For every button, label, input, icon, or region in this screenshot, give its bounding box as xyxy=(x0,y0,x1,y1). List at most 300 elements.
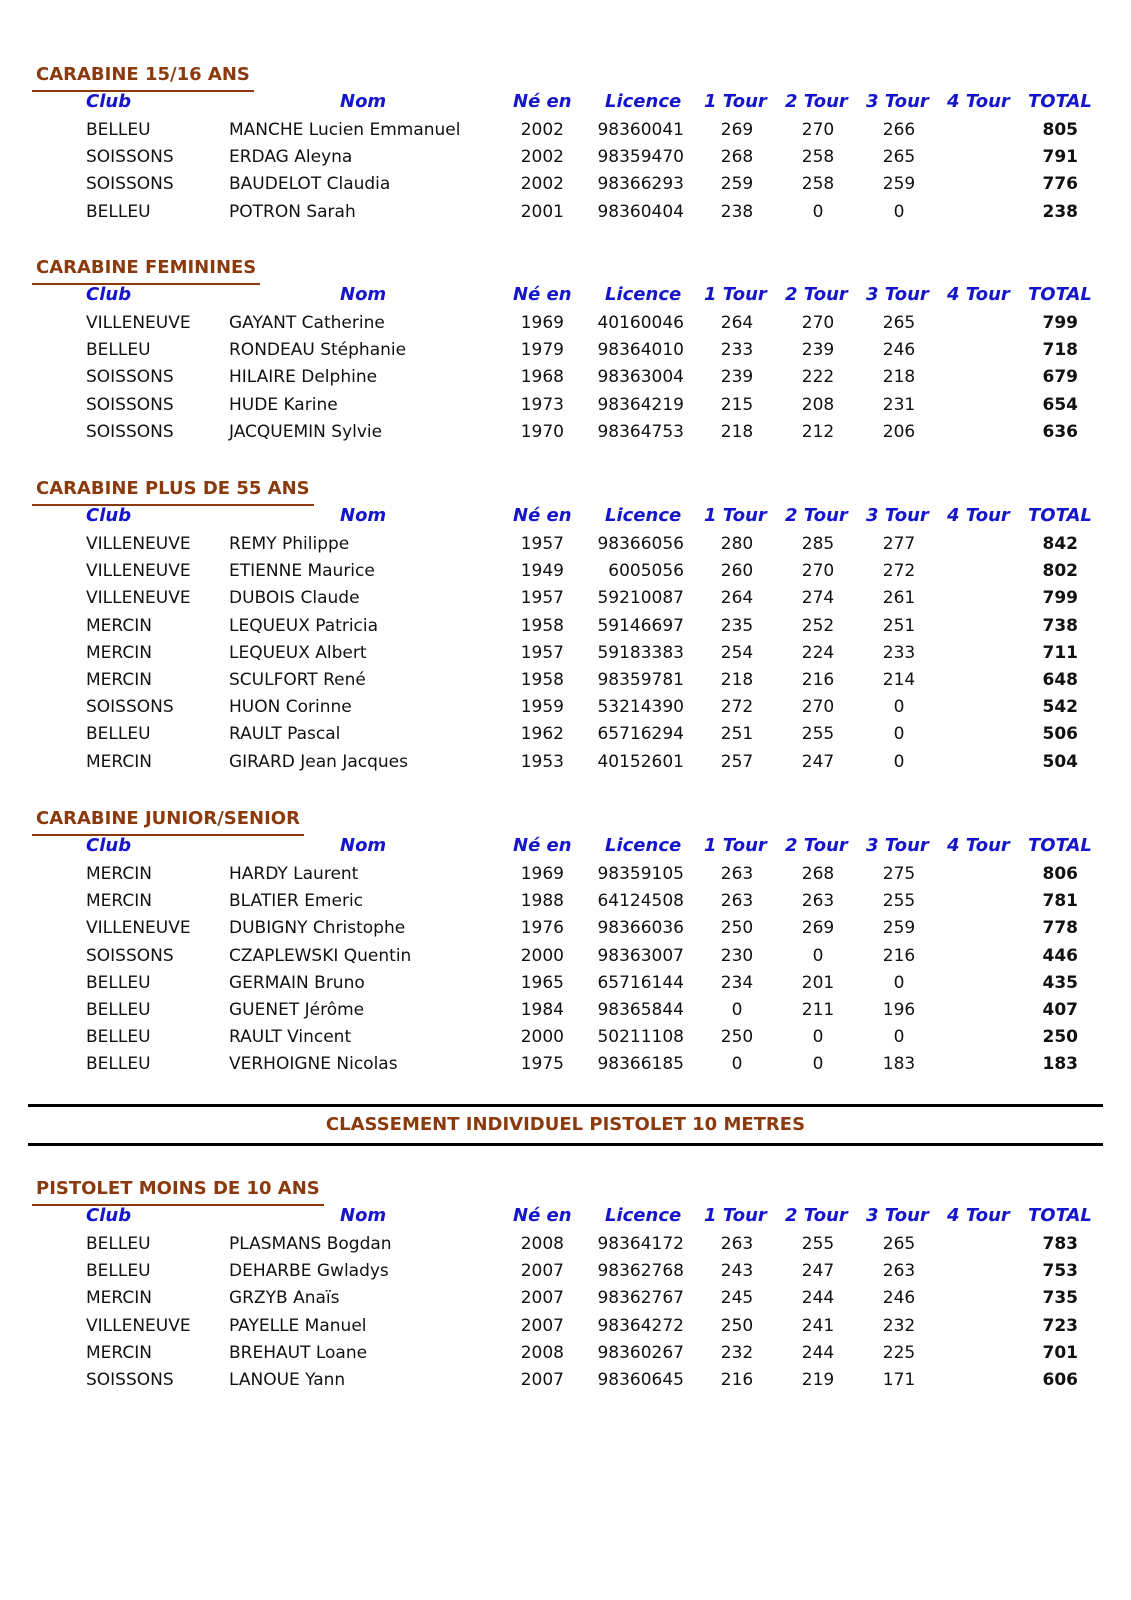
cell-ne: 2000 xyxy=(520,1027,564,1048)
cell-t1: 215 xyxy=(720,394,754,415)
cell-t3: 0 xyxy=(893,751,905,772)
cell-nom: GIRARD Jean Jacques xyxy=(229,751,408,772)
column-header-club: Club xyxy=(86,91,132,112)
cell-club: VILLENEUVE xyxy=(86,918,191,939)
cell-ne: 2008 xyxy=(520,1234,564,1254)
cell-total: 806 xyxy=(1042,864,1078,884)
cell-t1: 268 xyxy=(720,147,754,168)
column-header-ne-en: Né en xyxy=(513,1205,572,1226)
cell-club: BELLEU xyxy=(86,340,151,361)
cell-t3: 0 xyxy=(893,972,905,993)
cell-club: BELLEU xyxy=(86,1234,151,1254)
column-header-tour1: 1 Tour xyxy=(704,91,767,112)
cell-club: BELLEU xyxy=(86,1000,151,1020)
cell-t3: 206 xyxy=(882,421,916,442)
cell-club: MERCIN xyxy=(86,864,152,884)
table-row xyxy=(0,942,1131,970)
cell-t3: 171 xyxy=(882,1370,916,1390)
cell-total: 648 xyxy=(1042,670,1078,690)
table-row xyxy=(0,391,1131,419)
cell-t2: 241 xyxy=(801,1315,835,1336)
cell-nom: ETIENNE Maurice xyxy=(229,561,375,582)
table-row xyxy=(0,748,1131,776)
column-header-ne-en: Né en xyxy=(513,505,572,526)
column-header-nom: Nom xyxy=(340,91,387,112)
table-row xyxy=(0,309,1131,337)
column-header-total: TOTAL xyxy=(1028,91,1092,112)
cell-t2: 211 xyxy=(801,1000,835,1020)
cell-t1: 0 xyxy=(731,1054,743,1075)
column-header-tour2: 2 Tour xyxy=(785,505,848,526)
column-header-ne-en: Né en xyxy=(513,835,572,856)
column-header-tour3: 3 Tour xyxy=(866,505,929,526)
cell-t3: 225 xyxy=(882,1342,916,1363)
cell-ne: 2007 xyxy=(520,1370,564,1390)
cell-t3: 265 xyxy=(882,1234,916,1254)
table-row xyxy=(0,1023,1131,1051)
section-title: CARABINE 15/16 ANS xyxy=(32,60,254,92)
cell-club: MERCIN xyxy=(86,615,152,636)
cell-t2: 269 xyxy=(801,918,835,939)
cell-t2: 208 xyxy=(801,394,835,415)
cell-t2: 0 xyxy=(812,945,824,966)
cell-ne: 1988 xyxy=(520,891,564,912)
table-row xyxy=(0,969,1131,997)
cell-club: BELLEU xyxy=(86,724,151,745)
cell-t1: 218 xyxy=(720,421,754,442)
cell-t3: 231 xyxy=(882,394,916,415)
cell-club: BELLEU xyxy=(86,201,151,222)
cell-t2: 244 xyxy=(801,1342,835,1363)
cell-t2: 255 xyxy=(801,1234,835,1254)
cell-ne: 1968 xyxy=(520,367,564,388)
cell-nom: SCULFORT René xyxy=(229,670,366,690)
column-header-tour2: 2 Tour xyxy=(785,284,848,305)
cell-t3: 218 xyxy=(882,367,916,388)
cell-ne: 1970 xyxy=(520,421,564,442)
cell-club: MERCIN xyxy=(86,751,152,772)
cell-nom: REMY Philippe xyxy=(229,534,350,554)
cell-t3: 265 xyxy=(882,313,916,333)
cell-licence: 98364272 xyxy=(597,1315,684,1336)
cell-t1: 263 xyxy=(720,891,754,912)
cell-total: 842 xyxy=(1042,534,1078,554)
cell-t2: 247 xyxy=(801,1261,835,1282)
column-header-total: TOTAL xyxy=(1028,505,1092,526)
cell-nom: DEHARBE Gwladys xyxy=(229,1261,389,1282)
cell-licence: 98360645 xyxy=(597,1370,684,1390)
cell-licence: 98363007 xyxy=(597,945,684,966)
cell-licence: 98359470 xyxy=(597,147,684,168)
cell-club: VILLENEUVE xyxy=(86,561,191,582)
cell-ne: 1979 xyxy=(520,340,564,361)
cell-total: 738 xyxy=(1042,615,1078,636)
cell-club: SOISSONS xyxy=(86,421,174,442)
cell-total: 753 xyxy=(1042,1261,1078,1282)
cell-licence: 98360041 xyxy=(597,120,684,140)
cell-t1: 0 xyxy=(731,1000,743,1020)
column-header-tour4: 4 Tour xyxy=(947,835,1010,856)
cell-t3: 277 xyxy=(882,534,916,554)
cell-t3: 259 xyxy=(882,174,916,195)
cell-t2: 216 xyxy=(801,670,835,690)
column-header-licence: Licence xyxy=(605,835,682,856)
cell-nom: RAULT Vincent xyxy=(229,1027,352,1048)
cell-ne: 1958 xyxy=(520,670,564,690)
cell-ne: 2002 xyxy=(520,174,564,195)
column-header-tour2: 2 Tour xyxy=(785,91,848,112)
cell-total: 799 xyxy=(1042,313,1078,333)
column-header-tour1: 1 Tour xyxy=(704,1205,767,1226)
cell-t2: 239 xyxy=(801,340,835,361)
cell-t2: 255 xyxy=(801,724,835,745)
table-row xyxy=(0,143,1131,171)
cell-ne: 1953 xyxy=(520,751,564,772)
cell-t2: 252 xyxy=(801,615,835,636)
column-header-nom: Nom xyxy=(340,505,387,526)
cell-nom: HUON Corinne xyxy=(229,697,352,718)
cell-t2: 270 xyxy=(801,313,835,333)
cell-total: 446 xyxy=(1042,945,1078,966)
cell-t3: 214 xyxy=(882,670,916,690)
cell-total: 701 xyxy=(1042,1342,1078,1363)
cell-total: 735 xyxy=(1042,1288,1078,1309)
banner-top-rule xyxy=(28,1104,1103,1107)
cell-total: 805 xyxy=(1042,120,1078,140)
cell-licence: 59183383 xyxy=(597,642,684,663)
cell-club: SOISSONS xyxy=(86,174,174,195)
cell-t2: 201 xyxy=(801,972,835,993)
table-row xyxy=(0,1339,1131,1367)
section-title: CARABINE PLUS DE 55 ANS xyxy=(32,474,314,506)
table-row xyxy=(0,557,1131,585)
cell-ne: 1969 xyxy=(520,864,564,884)
cell-ne: 2001 xyxy=(520,201,564,222)
cell-ne: 2000 xyxy=(520,945,564,966)
table-row xyxy=(0,198,1131,226)
cell-nom: BLATIER Emeric xyxy=(229,891,364,912)
cell-club: BELLEU xyxy=(86,1054,151,1075)
cell-t2: 285 xyxy=(801,534,835,554)
cell-nom: GUENET Jérôme xyxy=(229,1000,365,1020)
cell-licence: 40152601 xyxy=(597,751,684,772)
section-title: CARABINE JUNIOR/SENIOR xyxy=(32,804,304,836)
cell-club: SOISSONS xyxy=(86,697,174,718)
cell-t1: 263 xyxy=(720,864,754,884)
table-row xyxy=(0,887,1131,915)
cell-licence: 98366056 xyxy=(597,534,684,554)
cell-nom: LEQUEUX Patricia xyxy=(229,615,379,636)
cell-licence: 59210087 xyxy=(597,588,684,609)
cell-ne: 1973 xyxy=(520,394,564,415)
cell-licence: 40160046 xyxy=(597,313,684,333)
cell-t1: 264 xyxy=(720,588,754,609)
column-header-tour4: 4 Tour xyxy=(947,91,1010,112)
cell-ne: 1969 xyxy=(520,313,564,333)
cell-ne: 2002 xyxy=(520,120,564,140)
cell-licence: 98360404 xyxy=(597,201,684,222)
cell-club: VILLENEUVE xyxy=(86,588,191,609)
cell-club: MERCIN xyxy=(86,670,152,690)
cell-t1: 234 xyxy=(720,972,754,993)
cell-t1: 264 xyxy=(720,313,754,333)
cell-t1: 269 xyxy=(720,120,754,140)
cell-t2: 0 xyxy=(812,1054,824,1075)
cell-nom: ERDAG Aleyna xyxy=(229,147,353,168)
cell-nom: DUBOIS Claude xyxy=(229,588,360,609)
cell-ne: 1957 xyxy=(520,534,564,554)
cell-club: MERCIN xyxy=(86,642,152,663)
section-title: CARABINE FEMININES xyxy=(32,253,260,285)
cell-t2: 224 xyxy=(801,642,835,663)
cell-licence: 59146697 xyxy=(597,615,684,636)
column-header-row xyxy=(0,832,1131,860)
cell-t3: 251 xyxy=(882,615,916,636)
cell-t3: 0 xyxy=(893,1027,905,1048)
cell-t3: 261 xyxy=(882,588,916,609)
cell-nom: DUBIGNY Christophe xyxy=(229,918,406,939)
cell-nom: LANOUE Yann xyxy=(229,1370,346,1390)
column-header-row xyxy=(0,88,1131,116)
cell-club: SOISSONS xyxy=(86,394,174,415)
cell-t1: 251 xyxy=(720,724,754,745)
column-header-tour2: 2 Tour xyxy=(785,835,848,856)
cell-ne: 1962 xyxy=(520,724,564,745)
column-header-club: Club xyxy=(86,505,132,526)
table-row xyxy=(0,418,1131,446)
cell-t3: 196 xyxy=(882,1000,916,1020)
cell-t1: 263 xyxy=(720,1234,754,1254)
cell-total: 654 xyxy=(1042,394,1078,415)
column-header-tour2: 2 Tour xyxy=(785,1205,848,1226)
cell-licence: 98362767 xyxy=(597,1288,684,1309)
cell-t2: 222 xyxy=(801,367,835,388)
cell-total: 783 xyxy=(1042,1234,1078,1254)
cell-nom: LEQUEUX Albert xyxy=(229,642,367,663)
cell-t1: 280 xyxy=(720,534,754,554)
table-row xyxy=(0,170,1131,198)
column-header-licence: Licence xyxy=(605,1205,682,1226)
cell-total: 506 xyxy=(1042,724,1078,745)
cell-club: BELLEU xyxy=(86,1027,151,1048)
column-header-tour4: 4 Tour xyxy=(947,505,1010,526)
cell-total: 778 xyxy=(1042,918,1078,939)
cell-nom: PAYELLE Manuel xyxy=(229,1315,367,1336)
cell-total: 718 xyxy=(1042,340,1078,361)
column-header-tour4: 4 Tour xyxy=(947,1205,1010,1226)
cell-t1: 250 xyxy=(720,1027,754,1048)
cell-club: MERCIN xyxy=(86,891,152,912)
table-row xyxy=(0,720,1131,748)
cell-ne: 2007 xyxy=(520,1288,564,1309)
cell-t1: 272 xyxy=(720,697,754,718)
column-header-nom: Nom xyxy=(340,835,387,856)
cell-total: 435 xyxy=(1042,972,1078,993)
table-row xyxy=(0,1230,1131,1258)
cell-t2: 0 xyxy=(812,201,824,222)
column-header-nom: Nom xyxy=(340,1205,387,1226)
cell-ne: 2007 xyxy=(520,1315,564,1336)
cell-club: VILLENEUVE xyxy=(86,313,191,333)
cell-licence: 98365844 xyxy=(597,1000,684,1020)
table-row xyxy=(0,530,1131,558)
cell-licence: 98366293 xyxy=(597,174,684,195)
cell-club: SOISSONS xyxy=(86,1370,174,1390)
cell-t3: 246 xyxy=(882,340,916,361)
column-header-row xyxy=(0,1202,1131,1230)
cell-t3: 275 xyxy=(882,864,916,884)
column-header-licence: Licence xyxy=(605,284,682,305)
cell-t1: 259 xyxy=(720,174,754,195)
table-row xyxy=(0,693,1131,721)
cell-t1: 254 xyxy=(720,642,754,663)
cell-licence: 6005056 xyxy=(608,561,684,582)
cell-t2: 219 xyxy=(801,1370,835,1390)
cell-club: MERCIN xyxy=(86,1288,152,1309)
cell-club: SOISSONS xyxy=(86,945,174,966)
column-header-tour4: 4 Tour xyxy=(947,284,1010,305)
table-row xyxy=(0,914,1131,942)
table-row xyxy=(0,1050,1131,1078)
table-row xyxy=(0,860,1131,888)
cell-total: 504 xyxy=(1042,751,1078,772)
cell-t2: 258 xyxy=(801,174,835,195)
column-header-tour1: 1 Tour xyxy=(704,284,767,305)
cell-t2: 258 xyxy=(801,147,835,168)
cell-licence: 98362768 xyxy=(597,1261,684,1282)
cell-t2: 268 xyxy=(801,864,835,884)
cell-t2: 270 xyxy=(801,697,835,718)
cell-t3: 216 xyxy=(882,945,916,966)
table-row xyxy=(0,584,1131,612)
cell-club: BELLEU xyxy=(86,1261,151,1282)
cell-t1: 239 xyxy=(720,367,754,388)
cell-t1: 250 xyxy=(720,1315,754,1336)
cell-total: 711 xyxy=(1042,642,1078,663)
cell-t1: 250 xyxy=(720,918,754,939)
cell-licence: 98359105 xyxy=(597,864,684,884)
cell-ne: 1965 xyxy=(520,972,564,993)
cell-nom: VERHOIGNE Nicolas xyxy=(229,1054,398,1075)
cell-ne: 2008 xyxy=(520,1342,564,1363)
cell-nom: POTRON Sarah xyxy=(229,201,356,222)
cell-total: 636 xyxy=(1042,421,1078,442)
cell-total: 238 xyxy=(1042,201,1078,222)
cell-t2: 212 xyxy=(801,421,835,442)
table-row xyxy=(0,1257,1131,1285)
cell-licence: 65716144 xyxy=(597,972,684,993)
cell-t1: 230 xyxy=(720,945,754,966)
cell-ne: 1958 xyxy=(520,615,564,636)
column-header-ne-en: Né en xyxy=(513,284,572,305)
cell-ne: 1957 xyxy=(520,642,564,663)
cell-licence: 98359781 xyxy=(597,670,684,690)
cell-licence: 98364010 xyxy=(597,340,684,361)
cell-t1: 257 xyxy=(720,751,754,772)
cell-t2: 270 xyxy=(801,561,835,582)
cell-t2: 274 xyxy=(801,588,835,609)
cell-t3: 265 xyxy=(882,147,916,168)
cell-total: 606 xyxy=(1042,1370,1078,1390)
cell-t3: 272 xyxy=(882,561,916,582)
cell-ne: 1959 xyxy=(520,697,564,718)
table-row xyxy=(0,996,1131,1024)
table-row xyxy=(0,639,1131,667)
cell-nom: HARDY Laurent xyxy=(229,864,359,884)
cell-nom: HILAIRE Delphine xyxy=(229,367,378,388)
cell-t3: 259 xyxy=(882,918,916,939)
cell-licence: 53214390 xyxy=(597,697,684,718)
column-header-ne-en: Né en xyxy=(513,91,572,112)
cell-licence: 98364219 xyxy=(597,394,684,415)
cell-ne: 1975 xyxy=(520,1054,564,1075)
table-row xyxy=(0,666,1131,694)
cell-ne: 2002 xyxy=(520,147,564,168)
cell-t3: 246 xyxy=(882,1288,916,1309)
cell-licence: 65716294 xyxy=(597,724,684,745)
cell-total: 781 xyxy=(1042,891,1078,912)
cell-nom: GRZYB Anaïs xyxy=(229,1288,340,1309)
cell-club: BELLEU xyxy=(86,972,151,993)
cell-nom: MANCHE Lucien Emmanuel xyxy=(229,120,461,140)
cell-total: 679 xyxy=(1042,367,1078,388)
cell-t2: 247 xyxy=(801,751,835,772)
banner-title: CLASSEMENT INDIVIDUEL PISTOLET 10 METRES xyxy=(325,1114,806,1135)
table-row xyxy=(0,612,1131,640)
cell-nom: RONDEAU Stéphanie xyxy=(229,340,407,361)
table-row xyxy=(0,1312,1131,1340)
table-row xyxy=(0,336,1131,364)
cell-t1: 233 xyxy=(720,340,754,361)
cell-ne: 2007 xyxy=(520,1261,564,1282)
cell-licence: 50211108 xyxy=(597,1027,684,1048)
cell-total: 776 xyxy=(1042,174,1078,195)
cell-t1: 245 xyxy=(720,1288,754,1309)
column-header-row xyxy=(0,502,1131,530)
cell-total: 183 xyxy=(1042,1054,1078,1075)
cell-t3: 255 xyxy=(882,891,916,912)
cell-nom: BAUDELOT Claudia xyxy=(229,174,391,195)
cell-total: 250 xyxy=(1042,1027,1078,1048)
column-header-club: Club xyxy=(86,835,132,856)
cell-licence: 98366185 xyxy=(597,1054,684,1075)
table-row xyxy=(0,363,1131,391)
cell-club: VILLENEUVE xyxy=(86,534,191,554)
cell-club: SOISSONS xyxy=(86,147,174,168)
cell-t3: 266 xyxy=(882,120,916,140)
cell-t1: 235 xyxy=(720,615,754,636)
cell-t3: 232 xyxy=(882,1315,916,1336)
cell-t3: 263 xyxy=(882,1261,916,1282)
cell-club: BELLEU xyxy=(86,120,151,140)
cell-t2: 0 xyxy=(812,1027,824,1048)
column-header-tour3: 3 Tour xyxy=(866,835,929,856)
cell-ne: 1957 xyxy=(520,588,564,609)
cell-total: 791 xyxy=(1042,147,1078,168)
column-header-tour3: 3 Tour xyxy=(866,284,929,305)
banner-bottom-rule xyxy=(28,1143,1103,1146)
cell-t3: 0 xyxy=(893,697,905,718)
cell-total: 799 xyxy=(1042,588,1078,609)
cell-nom: CZAPLEWSKI Quentin xyxy=(229,945,412,966)
cell-t3: 183 xyxy=(882,1054,916,1075)
column-header-tour1: 1 Tour xyxy=(704,505,767,526)
cell-licence: 64124508 xyxy=(597,891,684,912)
cell-club: SOISSONS xyxy=(86,367,174,388)
cell-ne: 1976 xyxy=(520,918,564,939)
cell-ne: 1949 xyxy=(520,561,564,582)
cell-t2: 270 xyxy=(801,120,835,140)
